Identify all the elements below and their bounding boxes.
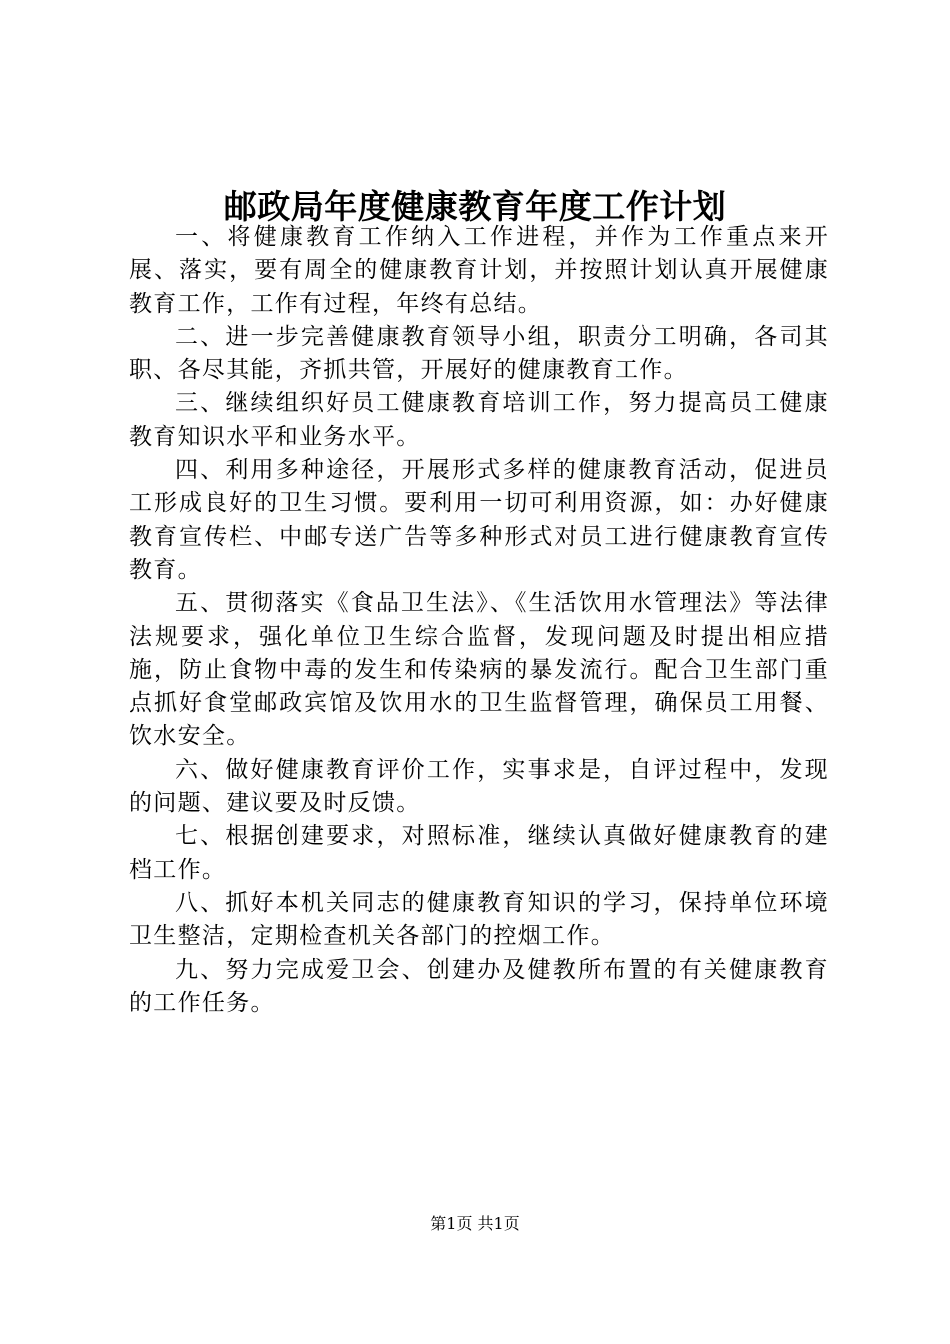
paragraph-9: 九、努力完成爱卫会、创建办及健教所布置的有关健康教育的工作任务。 <box>129 956 829 1016</box>
document-title: 邮政局年度健康教育年度工作计划 <box>223 187 727 226</box>
paragraph-5: 五、贯彻落实《食品卫生法》、《生活饮用水管理法》等法律法规要求，强化单位卫生综合监督，发现问题及时提出相应措施，防止食物中毒的发生和传染病的暴发流行。配合卫生部门重点抓好食堂邮政宾馆及饮用水的卫生监督管理，确保员工用餐、饮水安全。 <box>129 590 829 750</box>
paragraph-6: 六、做好健康教育评价工作，实事求是，自评过程中，发现的问题、建议要及时反馈。 <box>129 756 829 817</box>
paragraph-8: 八、抓好本机关同志的健康教育知识的学习，保持单位环境卫生整洁，定期检查机关各部门的控烟工作。 <box>129 889 829 950</box>
paragraph-7: 七、根据创建要求，对照标准，继续认真做好健康教育的建档工作。 <box>129 823 829 883</box>
paragraph-4: 四、利用多种途径，开展形式多样的健康教育活动，促进员工形成良好的卫生习惯。要利用一切可利用资源，如：办好健康教育宣传栏、中邮专送广告等多种形式对员工进行健康教育宣传教育。 <box>129 457 829 583</box>
paragraph-1: 一、将健康教育工作纳入工作进程，并作为工作重点来开展、落实，要有周全的健康教育计划，并按照计划认真开展健康教育工作，工作有过程，年终有总结。 <box>129 224 829 317</box>
paragraph-3: 三、继续组织好员工健康教育培训工作，努力提高员工健康教育知识水平和业务水平。 <box>129 390 829 450</box>
page-number-footer: 第1页 共1页 <box>430 1214 520 1233</box>
paragraph-2: 二、进一步完善健康教育领导小组，职责分工明确，各司其职、各尽其能，齐抓共管，开展好的健康教育工作。 <box>129 323 829 384</box>
document-body <box>129 221 829 1020</box>
